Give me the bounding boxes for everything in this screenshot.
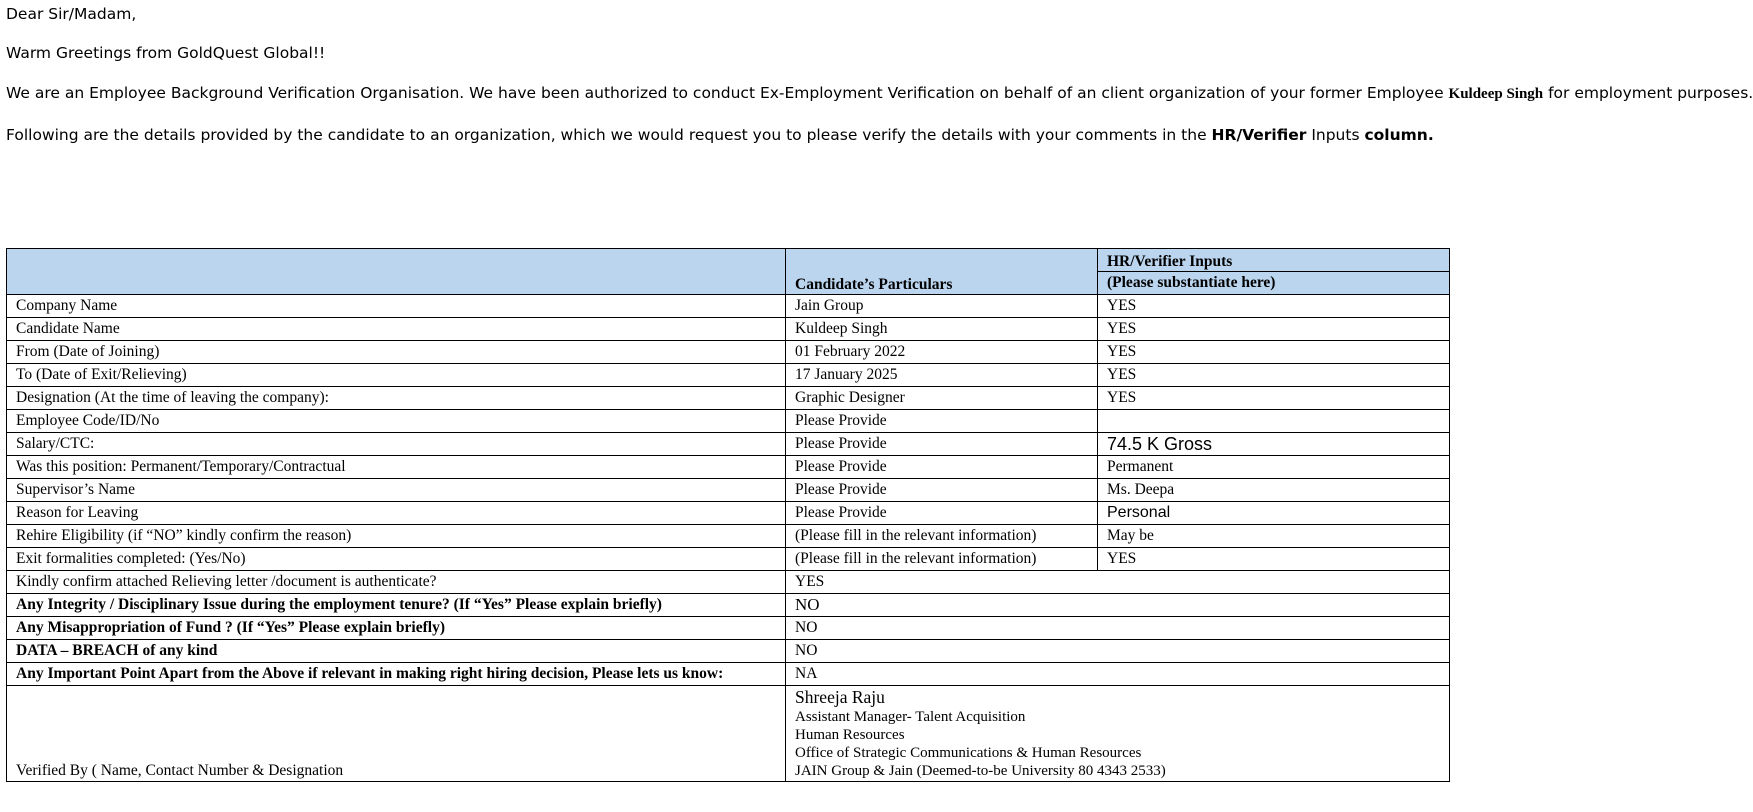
row-hr-value[interactable]: 74.5 K Gross [1098,433,1450,456]
row-candidate-value: Please Provide [786,479,1098,502]
table-row-wide [7,663,1450,686]
table-row [7,548,1450,571]
row-candidate-value: Please Provide [786,456,1098,479]
table-row-wide [7,571,1450,594]
row-hr-value[interactable]: YES [1098,548,1450,571]
row-label: To (Date of Exit/Relieving) [7,364,786,387]
verification-table [6,248,1450,782]
row-candidate-value: Jain Group [786,295,1098,318]
row-wide-value[interactable]: NO [786,594,1450,617]
row-hr-value[interactable]: Personal [1098,502,1450,525]
verifier-office: Office of Strategic Communications & Human Resources [795,745,1142,761]
verified-by-label: Verified By ( Name, Contact Number & Designation [7,686,786,782]
row-label: Reason for Leaving [7,502,786,525]
table-row [7,318,1450,341]
request-prefix: Following are the details provided by the candidate to an organization, which we would request you to please verify the details with your comments in the [6,126,1212,144]
row-label: Designation (At the time of leaving the company): [7,387,786,410]
table-row [7,456,1450,479]
row-hr-value[interactable]: YES [1098,364,1450,387]
intro-prefix: We are an Employee Background Verification Organisation. We have been authorized to conduct Ex-Employment Verification on behalf of an client organization of your former Employee [6,84,1449,102]
request-paragraph [6,125,1434,145]
table-row [7,502,1450,525]
row-hr-value[interactable] [1098,410,1450,433]
table-row-wide [7,594,1450,617]
table-row [7,364,1450,387]
row-label: Supervisor’s Name [7,479,786,502]
request-bold-hr: HR/Verifier [1211,126,1307,144]
row-hr-value[interactable]: YES [1098,341,1450,364]
table-row-wide [7,617,1450,640]
row-label: Any Important Point Apart from the Above if relevant in making right hiring decision, Please lets us know: [7,663,786,686]
table-header-row [7,249,1450,272]
row-hr-value[interactable]: YES [1098,295,1450,318]
intro-suffix: for employment purposes. [1543,84,1753,102]
table-row [7,387,1450,410]
row-label: Kindly confirm attached Relieving letter /document is authenticate? [7,571,786,594]
row-label: Rehire Eligibility (if “NO” kindly confirm the reason) [7,525,786,548]
request-end: column. [1364,126,1434,144]
row-label: From (Date of Joining) [7,341,786,364]
row-hr-value[interactable]: Ms. Deepa [1098,479,1450,502]
row-hr-value[interactable]: YES [1098,318,1450,341]
row-label: Candidate Name [7,318,786,341]
row-candidate-value: 17 January 2025 [786,364,1098,387]
table-row [7,479,1450,502]
row-hr-value[interactable]: YES [1098,387,1450,410]
row-wide-value[interactable]: NA [786,663,1450,686]
row-hr-value[interactable]: Permanent [1098,456,1450,479]
table-row [7,433,1450,456]
row-label: Salary/CTC: [7,433,786,456]
row-label: Any Misappropriation of Fund ? (If “Yes” Please explain briefly) [7,617,786,640]
row-label: Company Name [7,295,786,318]
table-row [7,525,1450,548]
verifier-title: Assistant Manager- Talent Acquisition [795,709,1026,725]
header-hr-substantiate: (Please substantiate here) [1098,272,1450,295]
row-candidate-value: Please Provide [786,502,1098,525]
row-label: Exit formalities completed: (Yes/No) [7,548,786,571]
row-candidate-value: 01 February 2022 [786,341,1098,364]
row-label: DATA – BREACH of any kind [7,640,786,663]
row-candidate-value: Graphic Designer [786,387,1098,410]
verifier-department: Human Resources [795,727,905,743]
row-candidate-value: Please Provide [786,410,1098,433]
header-hr-verifier-inputs: HR/Verifier Inputs [1098,249,1450,272]
table-row [7,341,1450,364]
verifier-org-contact: JAIN Group & Jain (Deemed-to-be University 80 4343 2533) [795,763,1166,779]
row-wide-value[interactable]: NO [786,640,1450,663]
row-label: Any Integrity / Disciplinary Issue during the employment tenure? (If “Yes” Please explain briefly) [7,594,786,617]
header-empty-cell [7,249,786,295]
greeting: Warm Greetings from GoldQuest Global!! [6,44,326,62]
table-row [7,410,1450,433]
intro-paragraph [6,83,1753,104]
row-hr-value[interactable]: May be [1098,525,1450,548]
verifier-signature-block[interactable] [786,686,1450,782]
row-label: Employee Code/ID/No [7,410,786,433]
table-row [7,295,1450,318]
row-wide-value[interactable]: YES [786,571,1450,594]
salutation: Dear Sir/Madam, [6,5,137,23]
row-wide-value[interactable]: NO [786,617,1450,640]
row-candidate-value: Please Provide [786,433,1098,456]
row-candidate-value: (Please fill in the relevant information) [786,548,1098,571]
table-row-wide [7,640,1450,663]
header-candidate-particulars: Candidate’s Particulars [786,249,1098,295]
verified-by-row [7,686,1450,782]
request-mid: Inputs [1306,126,1365,144]
row-candidate-value: (Please fill in the relevant information) [786,525,1098,548]
row-candidate-value: Kuldeep Singh [786,318,1098,341]
candidate-name-inline: Kuldeep Singh [1448,86,1544,102]
row-label: Was this position: Permanent/Temporary/Contractual [7,456,786,479]
verifier-name: Shreeja Raju [795,687,885,707]
